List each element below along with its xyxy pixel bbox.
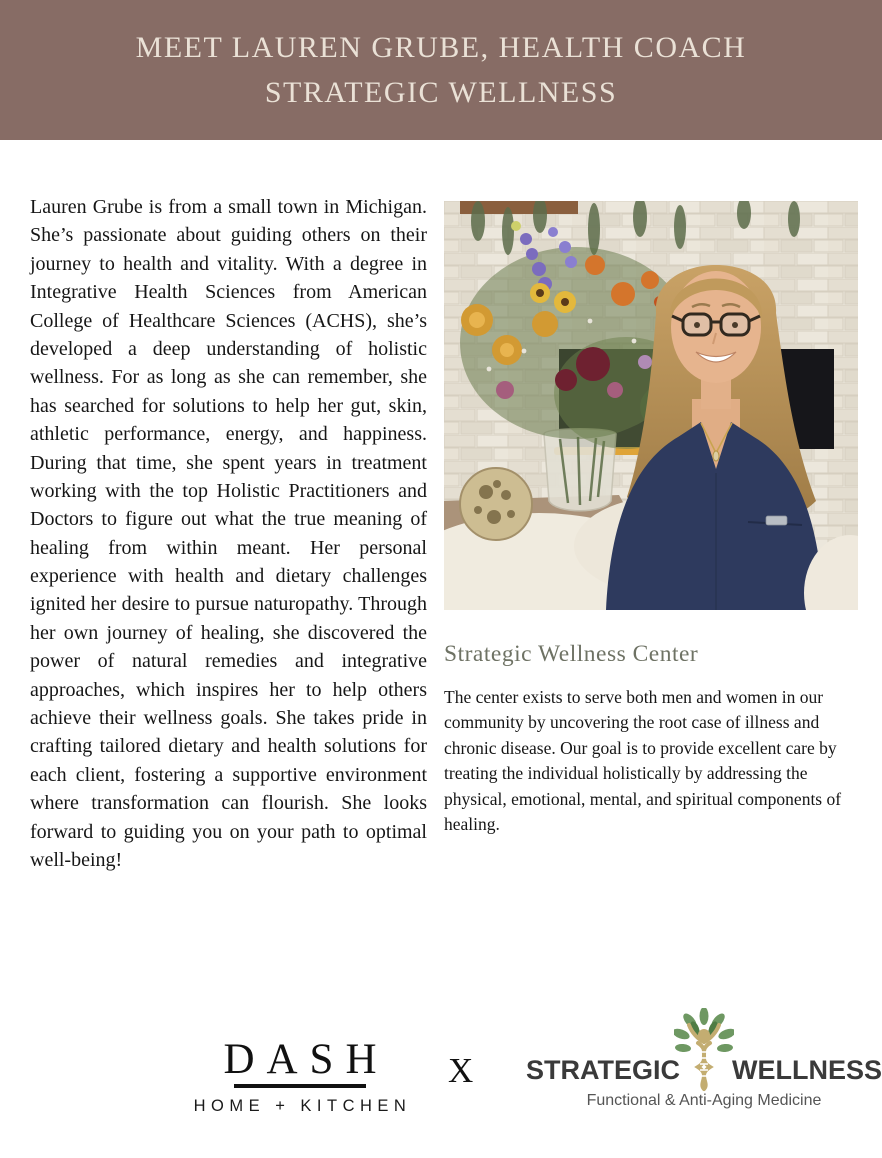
page-title-line2: STRATEGIC WELLNESS — [264, 76, 618, 109]
dash-logo-rule — [234, 1084, 366, 1088]
center-heading: Strategic Wellness Center — [444, 641, 699, 667]
dash-logo-tagline: HOME + KITCHEN — [193, 1097, 412, 1115]
sw-logo-tagline: Functional & Anti-Aging Medicine — [586, 1092, 822, 1109]
pocket-tag — [766, 516, 787, 525]
right-column — [444, 201, 858, 837]
header-band — [0, 0, 882, 140]
dash-logo-name: DASH — [223, 1036, 389, 1083]
strategic-wellness-logo — [528, 1008, 880, 1116]
page-title-line1: MEET LAUREN GRUBE, HEALTH COACH — [135, 31, 747, 64]
portrait-photo — [444, 201, 858, 610]
dash-logo — [175, 1038, 425, 1116]
bio-paragraph: Lauren Grube is from a small town in Michigan. She’s passionate about guiding others on their journey to health and vitality. With a degree in Integrative Health Sciences from American College of Healthcare Sciences (ACHS), she’s developed a deep understanding of holistic wellness. For as long as she can remember, she has searched for solutions to help her gut, skin, athletic performance, energy, and happiness. During that time, she spent years in treatment working with the top Holistic Practitioners and Doctors to figure out what the true meaning of healing from within meant. Her personal experience with health and dietary challenges ignited her desire to pursue naturopathy. Through her own journey of healing, she discovered the power of natural remedies and integrative approaches, which inspires her to help others achieve their wellness goals. She takes pride in crafting tailored dietary and health solutions for each client, fostering a supportive environment where transformation can flourish. She looks forward to guiding you on your path to optimal well-being! — [30, 196, 427, 871]
decor-sphere — [460, 468, 532, 540]
collaboration-x-mark: X — [448, 1051, 474, 1090]
center-paragraph: The center exists to serve both men and women in our community by uncovering the root case of illness and chronic disease. Our goal is to provide excellent care by treating the individual holistically by addressing the physical, emotional, mental, and spiritual components of healing. — [444, 687, 842, 834]
sw-logo-word-right: WELLNESS — [732, 1055, 882, 1085]
sw-logo-word-left: STRATEGIC — [526, 1055, 680, 1085]
